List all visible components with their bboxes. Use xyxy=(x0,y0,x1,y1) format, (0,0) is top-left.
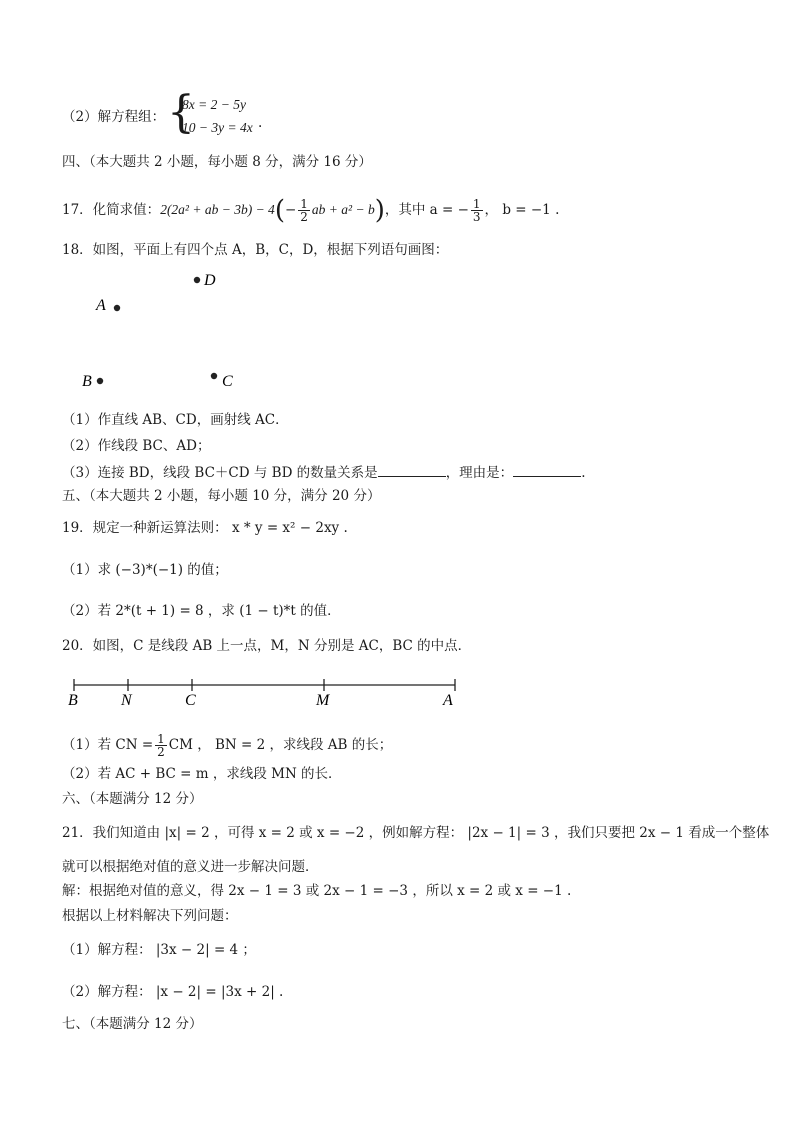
q16-part2-label: （2）解方程组： xyxy=(62,109,166,125)
q17-fraction: $\frac{1}{2}$ xyxy=(300,197,308,224)
q19-part2: （2）若 2*(t + 1) = 8 ，求 (1 − t)*t 的值． xyxy=(62,603,341,619)
q16-period: . xyxy=(258,115,263,131)
q17-expr-b: ab + a² − b xyxy=(311,202,375,217)
q18-stem: 18．如图，平面上有四个点 A，B，C，D，根据下列语句画图： xyxy=(62,242,449,258)
q18-part1: （1）作直线 AB、CD，画射线 AC． xyxy=(62,412,289,428)
q17-a-fraction: $\frac{1}{3}$ xyxy=(472,197,481,224)
point-c-dot xyxy=(211,373,217,379)
q19-part1: （1）求 (−3)*(−1) 的值； xyxy=(62,562,228,578)
q21-line4: 根据以上材料解决下列问题： xyxy=(62,908,238,924)
answer-blank-1[interactable] xyxy=(378,462,446,477)
q20-fraction: $\frac{1}{2}$ xyxy=(157,732,165,759)
seg-label-n: N xyxy=(121,692,132,709)
q21-line1: 21．我们知道由 |x| = 2 ，可得 x = 2 或 x = −2 ，例如解方程： |2x − 1| = 3 ，我们只要把 2x − 1 看成一个整体 xyxy=(62,825,770,841)
seg-label-b: B xyxy=(68,692,78,709)
q17: 17．化简求值：2(2a² + ab − 3b) − 4(− $\frac{1}{2}$ ab + a² − b)，其中 a = − $\frac{1}{3}$ ， b = −1 . xyxy=(62,195,560,226)
seg-label-a: A xyxy=(443,692,453,709)
point-b-dot xyxy=(97,378,103,384)
q17-condition-end: ， b = −1 . xyxy=(484,202,560,218)
q20-segment-figure xyxy=(0,670,794,714)
point-a-dot xyxy=(114,305,120,311)
q17-expr-a: 2(2a² + ab − 3b) − 4 xyxy=(160,202,275,217)
label-a: A xyxy=(96,297,106,314)
q18-part3: （3）连接 BD，线段 BC＋CD 与 BD 的数量关系是 ，理由是： . xyxy=(62,462,585,482)
seg-label-c: C xyxy=(185,692,196,709)
q21-line3: 解：根据绝对值的意义，得 2x − 1 = 3 或 2x − 1 = −3 ，所以 x = 2 或 x = −1 . xyxy=(62,883,572,899)
label-b: B xyxy=(82,373,92,390)
q17-prefix: 17．化简求值： xyxy=(62,202,161,218)
q18-points-figure xyxy=(0,260,794,400)
q21-part1: （1）解方程： |3x − 2| = 4 ； xyxy=(62,942,256,958)
answer-blank-2[interactable] xyxy=(513,462,581,477)
label-c: C xyxy=(222,373,233,390)
system-brace: { xyxy=(167,87,195,138)
section-5-title: 五、（本大题共 2 小题，每小题 10 分，满分 20 分） xyxy=(62,488,381,504)
q17-condition: ，其中 a = − xyxy=(384,202,469,218)
q20-stem: 20．如图，C 是线段 AB 上一点，M，N 分别是 AC，BC 的中点． xyxy=(62,638,472,654)
q20-part2: （2）若 AC + BC = m ，求线段 MN 的长． xyxy=(62,766,342,782)
seg-label-m: M xyxy=(316,692,330,709)
q21-line2: 就可以根据绝对值的意义进一步解决问题． xyxy=(62,859,319,875)
section-6-title: 六、（本题满分 12 分） xyxy=(62,791,203,807)
q18-part2: （2）作线段 BC、AD； xyxy=(62,438,211,454)
point-d-dot xyxy=(194,277,200,283)
q16-eq1: 8x = 2 − 5y xyxy=(182,97,246,112)
q21-part2: （2）解方程： |x − 2| = |3x + 2| . xyxy=(62,984,284,1000)
section-7-title: 七、（本题满分 12 分） xyxy=(62,1016,203,1032)
q20-part1: （1）若 CN = $\frac{1}{2}$ CM ， BN = 2 ，求线段 AB 的长； xyxy=(62,732,393,759)
section-4-title: 四、（本大题共 2 小题，每小题 8 分，满分 16 分） xyxy=(62,154,372,170)
q19-stem: 19．规定一种新运算法则： x * y = x² − 2xy . xyxy=(62,520,348,536)
q16-eq2: 10 − 3y = 4x xyxy=(182,120,253,135)
label-d: D xyxy=(204,272,216,289)
